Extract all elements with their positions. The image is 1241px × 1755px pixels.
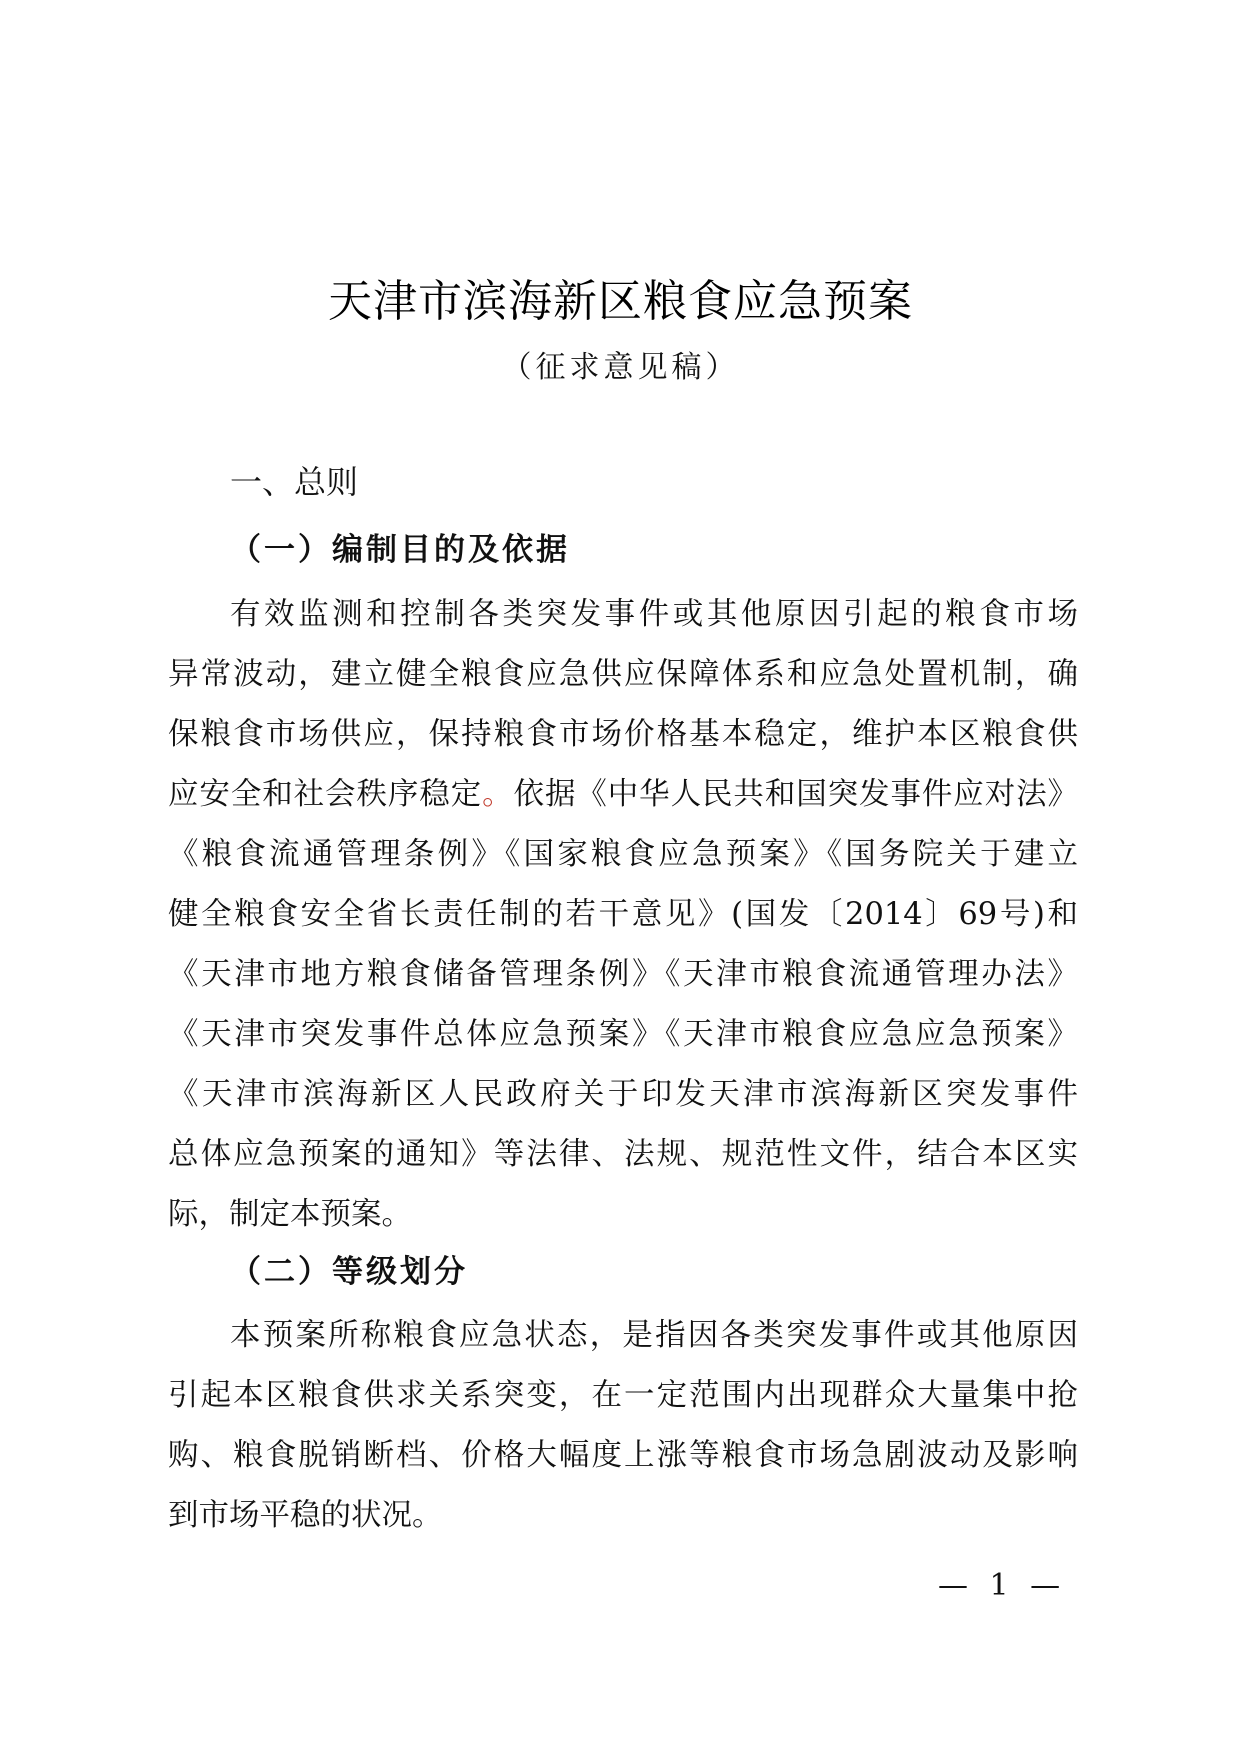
- paragraph-line: 到市场平稳的状况。: [168, 1498, 443, 1533]
- paragraph-line: 引起本区粮食供求关系突变，在一定范围内出现群众大量集中抢: [168, 1378, 1078, 1413]
- paragraph-line: 总体应急预案的通知》等法律、法规、规范性文件，结合本区实: [168, 1137, 1078, 1172]
- paragraph-line: 购、粮食脱销断档、价格大幅度上涨等粮食市场急剧波动及影响: [168, 1438, 1078, 1473]
- paragraph-line: 《粮食流通管理条例》《国家粮食应急预案》《国务院关于建立: [168, 837, 1078, 872]
- document-title: 天津市滨海新区粮食应急预案: [328, 276, 913, 327]
- paragraph-text-segment: 应安全和社会秩序稳定: [168, 777, 483, 812]
- paragraph-line: 《天津市突发事件总体应急预案》《天津市粮食应急应急预案》: [168, 1017, 1078, 1052]
- paragraph-purpose: [168, 585, 1078, 1245]
- paragraph-line: 本预案所称粮食应急状态，是指因各类突发事件或其他原因: [230, 1318, 1078, 1353]
- section-heading-general: 一、总则: [230, 463, 359, 501]
- paragraph-line: 《天津市地方粮食储备管理条例》《天津市粮食流通管理办法》: [168, 957, 1078, 992]
- paragraph-line: 际，制定本预案。: [168, 1197, 412, 1232]
- paragraph-line: 《天津市滨海新区人民政府关于印发天津市滨海新区突发事件: [168, 1077, 1078, 1112]
- paragraph-line: 保粮食市场供应，保持粮食市场价格基本稳定，维护本区粮食供: [168, 717, 1078, 752]
- paragraph-line: 健全粮食安全省长责任制的若干意见》(国发〔2014〕69号)和: [168, 897, 1078, 932]
- paragraph-line: 异常波动，建立健全粮食应急供应保障体系和应急处置机制，确: [168, 657, 1078, 692]
- subsection-heading-levels: （二）等级划分: [230, 1254, 468, 1290]
- paragraph-levels: [168, 1306, 1078, 1546]
- page-number: — 1 —: [938, 1568, 1067, 1603]
- document-subtitle: （征求意见稿）: [501, 350, 740, 385]
- paragraph-line-mixed: [168, 765, 1078, 825]
- red-period-mark: 。: [482, 777, 514, 812]
- paragraph-text-segment: 依据《中华人民共和国突发事件应对法》: [513, 777, 1078, 812]
- paragraph-line: 有效监测和控制各类突发事件或其他原因引起的粮食市场: [230, 597, 1078, 632]
- subsection-heading-purpose: （一）编制目的及依据: [230, 532, 570, 568]
